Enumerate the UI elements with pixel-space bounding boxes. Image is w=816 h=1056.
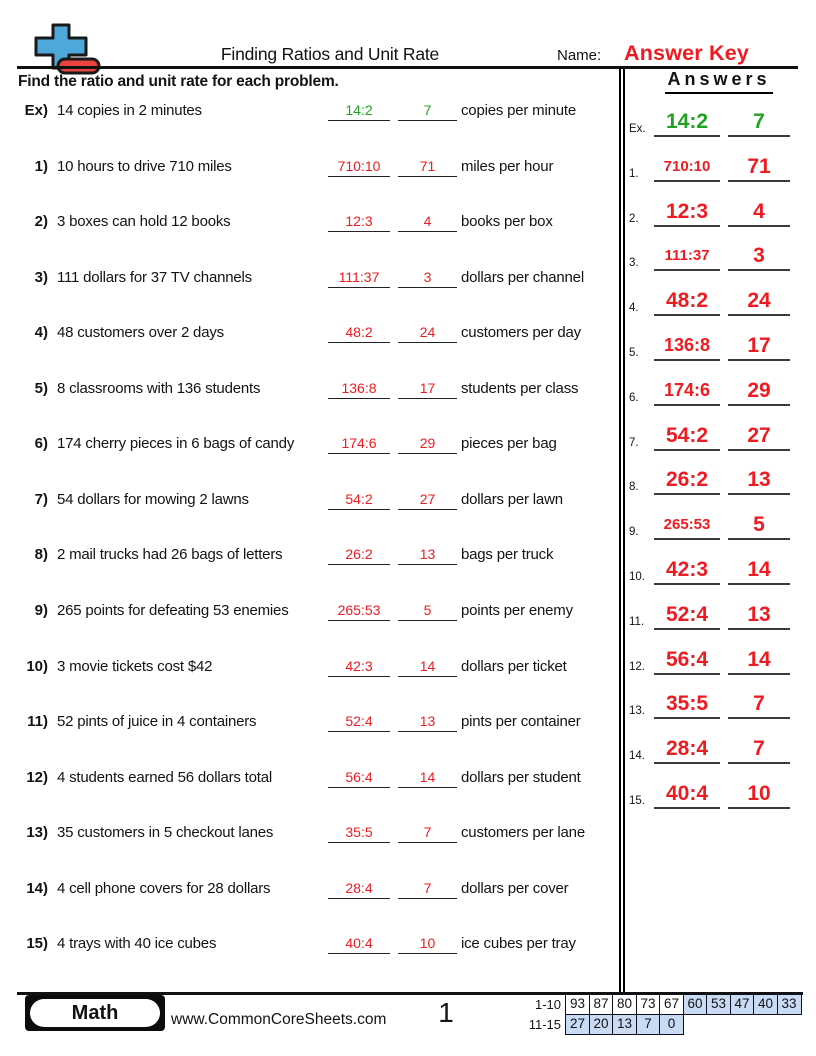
- answer-rate-blank: [728, 377, 790, 406]
- answer-rate: 13: [747, 468, 771, 492]
- answer-rate-blank: [728, 153, 790, 182]
- ratio-blank: [328, 433, 390, 454]
- unit-rate-answer: 29: [419, 435, 436, 452]
- answer-rate-blank: [728, 198, 790, 227]
- answer-ratio-blank: [654, 422, 720, 451]
- unit-rate-blank: [398, 489, 457, 510]
- problem-text: 35 customers in 5 checkout lanes: [57, 824, 274, 842]
- problem-text: 174 cherry pieces in 6 bags of candy: [57, 435, 295, 453]
- answers-panel: [625, 69, 813, 94]
- answer-row: [620, 600, 816, 630]
- score-cell: 13: [612, 1014, 637, 1035]
- answer-ratio: 174:6: [663, 379, 711, 400]
- ratio-answer: 42:3: [345, 657, 373, 674]
- score-row-label: 11-15: [528, 1017, 561, 1032]
- ratio-blank: [328, 878, 390, 899]
- answer-ratio: 710:10: [663, 157, 711, 175]
- problem-text: 8 classrooms with 136 students: [57, 379, 261, 397]
- unit-rate-blank: [398, 267, 457, 288]
- answer-row: [620, 555, 816, 585]
- unit-rate-answer: 27: [419, 490, 436, 507]
- answer-rate-blank: [728, 108, 790, 137]
- answer-number: 9.: [629, 526, 639, 539]
- problem-number: 14): [26, 879, 48, 897]
- unit-label: pieces per bag: [461, 435, 557, 453]
- unit-rate-answer: 14: [419, 768, 436, 785]
- problem-number: 6): [34, 435, 48, 453]
- ratio-blank: [328, 489, 390, 510]
- ratio-answer: 35:5: [345, 824, 373, 841]
- problem-number: 5): [34, 379, 48, 397]
- problem-row: [18, 878, 618, 900]
- answer-number: 12.: [629, 660, 645, 673]
- problem-number: 10): [26, 657, 48, 675]
- unit-rate-blank: [398, 100, 457, 121]
- answer-rate-blank: [728, 422, 790, 451]
- answer-ratio-blank: [654, 735, 720, 764]
- answer-ratio-blank: [654, 466, 720, 495]
- answer-rate-blank: [728, 511, 790, 540]
- unit-rate-answer: 14: [419, 657, 436, 674]
- page-number: 1: [438, 997, 454, 1028]
- problem-number: 1): [34, 157, 48, 175]
- answer-row: [620, 510, 816, 540]
- score-cell: 33: [777, 994, 802, 1015]
- answer-row: [620, 421, 816, 451]
- ratio-answer: 52:4: [345, 713, 373, 730]
- answer-key-text: Answer Key: [624, 41, 750, 65]
- problem-row: [18, 822, 618, 844]
- ratio-answer: 26:2: [345, 546, 373, 563]
- score-cell: 87: [589, 994, 614, 1015]
- answer-ratio-blank: [654, 690, 720, 719]
- problem-row: [18, 767, 618, 789]
- problem-row: [18, 711, 618, 733]
- unit-rate-blank: [398, 156, 457, 177]
- problem-number: 11): [27, 713, 48, 731]
- answer-row: [620, 331, 816, 361]
- answer-ratio-blank: [654, 601, 720, 630]
- ratio-answer: 54:2: [345, 490, 373, 507]
- subject-badge-label: Math: [30, 999, 160, 1027]
- unit-label: ice cubes per tray: [461, 935, 576, 953]
- answer-ratio-blank: [654, 511, 720, 540]
- unit-rate-blank: [398, 711, 457, 732]
- unit-label: dollars per channel: [461, 268, 584, 286]
- answer-row: [620, 376, 816, 406]
- unit-label: pints per container: [461, 713, 581, 731]
- problem-text: 2 mail trucks had 26 bags of letters: [57, 546, 283, 564]
- unit-label: points per enemy: [461, 601, 573, 619]
- score-cell: 93: [565, 994, 590, 1015]
- problem-row: [18, 544, 618, 566]
- ratio-answer: 14:2: [345, 102, 373, 118]
- unit-label: bags per truck: [461, 546, 554, 564]
- answer-rate-blank: [728, 242, 790, 271]
- problem-text: 14 copies in 2 minutes: [57, 102, 202, 119]
- ratio-blank: [328, 544, 390, 565]
- answer-number: 5.: [629, 347, 639, 359]
- ratio-blank: [328, 378, 390, 399]
- unit-rate-blank: [398, 544, 457, 565]
- problem-number: 7): [34, 490, 48, 508]
- unit-rate-answer: 13: [419, 713, 436, 730]
- answer-rate-blank: [728, 466, 790, 495]
- answer-ratio: 48:2: [665, 289, 709, 313]
- unit-label: books per box: [461, 213, 553, 231]
- ratio-blank: [328, 600, 390, 621]
- problem-row: [18, 322, 618, 344]
- problem-number: 3): [34, 268, 48, 286]
- score-row-label: 1-10: [534, 997, 561, 1012]
- unit-rate-blank: [398, 378, 457, 399]
- problem-row: [18, 211, 618, 233]
- answer-row: [620, 465, 816, 495]
- unit-rate-answer: 7: [423, 102, 432, 118]
- answer-ratio: 28:4: [665, 737, 709, 761]
- ratio-answer: 56:4: [345, 768, 373, 785]
- answer-ratio: 56:4: [665, 647, 709, 671]
- answer-row: [620, 689, 816, 719]
- score-cell: 53: [706, 994, 731, 1015]
- ratio-blank: [328, 711, 390, 732]
- unit-rate-answer: 71: [419, 157, 436, 174]
- score-cell: 0: [659, 1014, 684, 1035]
- score-table-row: [517, 1014, 802, 1035]
- answer-rate: 27: [747, 423, 771, 447]
- answer-ratio: 54:2: [665, 423, 709, 447]
- problem-number: Ex): [24, 102, 48, 119]
- unit-rate-blank: [398, 767, 457, 788]
- unit-rate-blank: [398, 322, 457, 343]
- instruction-text: Find the ratio and unit rate for each problem.: [18, 73, 339, 90]
- unit-rate-blank: [398, 211, 457, 232]
- problem-number: 9): [34, 601, 48, 619]
- answer-ratio: 40:4: [665, 782, 709, 805]
- ratio-answer: 710:10: [337, 157, 381, 174]
- answer-ratio-blank: [654, 198, 720, 227]
- score-cell: 7: [636, 1014, 661, 1035]
- answers-heading: Answers: [665, 69, 772, 94]
- answer-ratio-blank: [654, 108, 720, 137]
- answer-ratio: 136:8: [663, 335, 711, 355]
- unit-rate-answer: 4: [423, 213, 432, 230]
- unit-label: copies per minute: [461, 102, 576, 119]
- problem-number: 12): [26, 768, 48, 786]
- answer-number: 1.: [629, 167, 639, 180]
- problem-row: [18, 100, 618, 122]
- answer-rate: 13: [747, 602, 771, 626]
- answer-row: [620, 645, 816, 675]
- unit-label: customers per lane: [461, 824, 585, 842]
- ratio-blank: [328, 822, 390, 843]
- unit-label: dollars per lawn: [461, 490, 563, 508]
- answer-number: 14.: [629, 750, 645, 763]
- ratio-blank: [328, 211, 390, 232]
- score-cell: 20: [589, 1014, 614, 1035]
- answer-ratio-blank: [654, 287, 720, 316]
- problem-number: 4): [34, 324, 48, 342]
- answer-ratio: 42:3: [665, 558, 709, 581]
- answer-rate: 14: [747, 558, 771, 581]
- answer-rate-blank: [728, 332, 790, 361]
- ratio-answer: 174:6: [341, 435, 377, 452]
- unit-label: dollars per cover: [461, 879, 569, 897]
- answer-rate: 7: [753, 110, 765, 133]
- problem-text: 10 hours to drive 710 miles: [57, 157, 232, 175]
- problem-text: 4 trays with 40 ice cubes: [57, 935, 217, 953]
- answer-rate-blank: [728, 556, 790, 585]
- website-url: www.CommonCoreSheets.com: [171, 1011, 387, 1028]
- answer-number: 7.: [629, 436, 639, 449]
- problem-number: 15): [26, 935, 48, 953]
- problem-row: [18, 933, 618, 955]
- answer-ratio: 14:2: [665, 110, 709, 133]
- score-cell: 80: [612, 994, 637, 1015]
- unit-rate-blank: [398, 822, 457, 843]
- answer-row: [620, 734, 816, 764]
- unit-rate-blank: [398, 933, 457, 954]
- answer-rate-blank: [728, 690, 790, 719]
- score-cell: 40: [753, 994, 778, 1015]
- ratio-blank: [328, 267, 390, 288]
- answer-rate: 17: [747, 334, 771, 357]
- answer-rate-blank: [728, 601, 790, 630]
- unit-label: students per class: [461, 379, 579, 397]
- unit-rate-answer: 7: [423, 824, 432, 841]
- ratio-answer: 12:3: [345, 213, 373, 230]
- problem-row: [18, 600, 618, 622]
- problem-row: [18, 156, 618, 178]
- answer-rate-blank: [728, 646, 790, 675]
- answer-ratio-blank: [654, 153, 720, 182]
- answer-ratio: 265:53: [663, 516, 711, 534]
- problem-row: [18, 489, 618, 511]
- answer-ratio-blank: [654, 242, 720, 271]
- score-table: [517, 994, 802, 1035]
- answer-rate-blank: [728, 735, 790, 764]
- answer-rate: 3: [753, 244, 765, 268]
- problem-text: 52 pints of juice in 4 containers: [57, 713, 257, 731]
- ratio-blank: [328, 933, 390, 954]
- answer-rate: 7: [753, 737, 765, 761]
- answer-number: 3.: [629, 257, 639, 270]
- unit-label: dollars per student: [461, 768, 581, 786]
- unit-rate-answer: 3: [423, 268, 432, 285]
- unit-label: dollars per ticket: [461, 657, 567, 675]
- answer-row: [620, 107, 816, 137]
- score-cell: 47: [730, 994, 755, 1015]
- unit-rate-blank: [398, 433, 457, 454]
- unit-rate-blank: [398, 656, 457, 677]
- answer-row: [620, 286, 816, 316]
- answer-number: 15.: [629, 795, 645, 807]
- ratio-answer: 111:37: [338, 268, 380, 285]
- answer-number: 8.: [629, 481, 639, 494]
- answer-row: [620, 779, 816, 809]
- problem-text: 4 cell phone covers for 28 dollars: [57, 879, 271, 897]
- unit-rate-blank: [398, 600, 457, 621]
- subject-badge: [25, 995, 165, 1031]
- answer-number: Ex.: [629, 123, 646, 135]
- answer-number: 2.: [629, 212, 639, 225]
- ratio-answer: 136:8: [341, 379, 377, 396]
- problem-number: 13): [26, 824, 48, 842]
- unit-rate-answer: 17: [419, 379, 436, 396]
- answer-rate-blank: [728, 780, 790, 809]
- ratio-answer: 48:2: [345, 324, 373, 341]
- answer-ratio-blank: [654, 780, 720, 809]
- score-cell: 27: [565, 1014, 590, 1035]
- answer-ratio: 111:37: [664, 247, 710, 265]
- answer-rate-blank: [728, 287, 790, 316]
- unit-rate-answer: 5: [423, 601, 432, 618]
- problem-text: 265 points for defeating 53 enemies: [57, 601, 289, 619]
- problem-number: 8): [34, 546, 48, 564]
- answer-ratio: 35:5: [665, 692, 709, 716]
- problem-row: [18, 267, 618, 289]
- problem-text: 3 boxes can hold 12 books: [57, 213, 231, 231]
- score-table-row: [517, 994, 802, 1015]
- ratio-blank: [328, 656, 390, 677]
- answer-rate: 24: [747, 289, 771, 313]
- answer-rate: 71: [747, 154, 771, 178]
- score-cell: 60: [683, 994, 708, 1015]
- unit-rate-blank: [398, 878, 457, 899]
- problem-row: [18, 433, 618, 455]
- answer-ratio-blank: [654, 646, 720, 675]
- ratio-blank: [328, 156, 390, 177]
- problem-row: [18, 378, 618, 400]
- answer-rate: 7: [753, 692, 765, 716]
- answer-number: 6.: [629, 391, 639, 404]
- answer-ratio-blank: [654, 556, 720, 585]
- answer-number: 13.: [629, 705, 645, 718]
- unit-label: customers per day: [461, 324, 581, 342]
- problem-text: 111 dollars for 37 TV channels: [57, 268, 252, 286]
- ratio-blank: [328, 322, 390, 343]
- page-title: Finding Ratios and Unit Rate: [220, 44, 440, 64]
- answer-row: [620, 241, 816, 271]
- problem-text: 54 dollars for mowing 2 lawns: [57, 490, 249, 508]
- answer-ratio: 26:2: [665, 468, 709, 492]
- ratio-answer: 40:4: [345, 935, 373, 952]
- answer-number: 11.: [629, 615, 645, 628]
- answer-number: 10.: [629, 571, 645, 583]
- ratio-blank: [328, 767, 390, 788]
- problem-text: 3 movie tickets cost $42: [57, 657, 213, 675]
- answer-rate: 29: [747, 378, 771, 402]
- problem-text: 48 customers over 2 days: [57, 324, 224, 342]
- ratio-blank: [328, 100, 390, 121]
- unit-rate-answer: 10: [419, 935, 436, 952]
- unit-rate-answer: 13: [419, 546, 436, 563]
- answer-ratio: 52:4: [665, 602, 709, 626]
- answer-rate: 10: [747, 782, 771, 805]
- answer-number: 4.: [629, 302, 639, 315]
- answer-ratio-blank: [654, 332, 720, 361]
- answer-rate: 4: [753, 199, 765, 223]
- unit-rate-answer: 7: [423, 879, 432, 896]
- ratio-answer: 265:53: [337, 601, 381, 618]
- answer-row: [620, 152, 816, 182]
- answer-rate: 14: [747, 647, 771, 671]
- answer-rate: 5: [753, 513, 765, 537]
- answer-row: [620, 197, 816, 227]
- score-cell: 67: [659, 994, 684, 1015]
- ratio-answer: 28:4: [345, 879, 373, 896]
- score-cell: 73: [636, 994, 661, 1015]
- problem-number: 2): [34, 213, 48, 231]
- problem-text: 4 students earned 56 dollars total: [57, 768, 273, 786]
- name-label: Name:: [557, 47, 602, 64]
- answer-ratio-blank: [654, 377, 720, 406]
- unit-rate-answer: 24: [419, 324, 436, 341]
- answer-ratio: 12:3: [665, 199, 709, 223]
- problem-row: [18, 656, 618, 678]
- unit-label: miles per hour: [461, 157, 554, 175]
